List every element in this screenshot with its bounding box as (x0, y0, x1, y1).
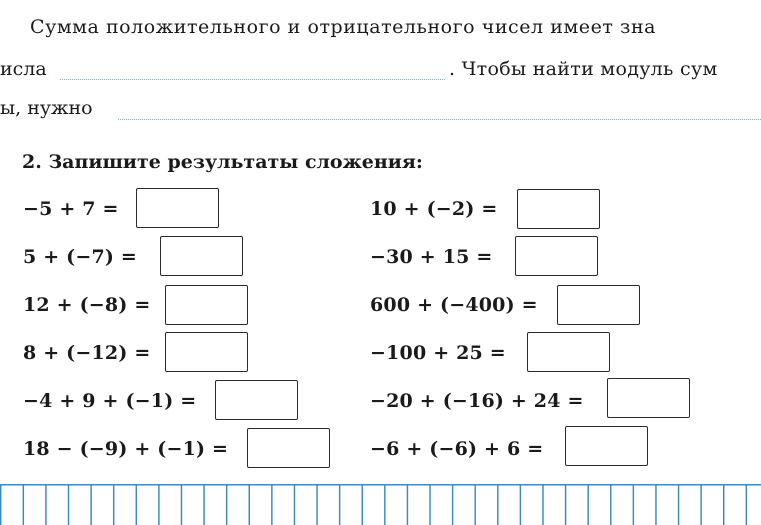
right-expression-2: −30 + 15 = (370, 246, 493, 268)
right-expression-5: −20 + (−16) + 24 = (370, 390, 584, 412)
intro-line-3-start: ы, нужно (0, 97, 93, 119)
left-expression-6: 18 − (−9) + (−1) = (23, 438, 229, 460)
grid-paper-strip (0, 478, 761, 525)
left-answer-box-2[interactable] (160, 236, 243, 276)
answer-blank-2[interactable] (118, 119, 761, 120)
intro-line-2-start: исла (0, 58, 47, 80)
right-answer-box-2[interactable] (515, 236, 598, 276)
answer-blank-1[interactable] (60, 79, 445, 80)
left-expression-2: 5 + (−7) = (23, 246, 138, 268)
task-title: Запишите результаты сложения: (48, 151, 423, 173)
right-expression-6: −6 + (−6) + 6 = (370, 438, 544, 460)
left-expression-3: 12 + (−8) = (23, 294, 151, 316)
right-expression-1: 10 + (−2) = (370, 198, 498, 220)
left-answer-box-3[interactable] (165, 285, 248, 325)
right-answer-box-6[interactable] (565, 426, 648, 466)
left-expression-5: −4 + 9 + (−1) = (23, 390, 197, 412)
left-answer-box-5[interactable] (215, 380, 298, 420)
intro-line-2-end: . Чтобы найти модуль сум (449, 58, 718, 80)
task-heading (22, 151, 423, 173)
task-number: 2. (22, 151, 42, 173)
right-answer-box-1[interactable] (517, 189, 600, 229)
left-answer-box-4[interactable] (165, 332, 248, 372)
right-expression-4: −100 + 25 = (370, 342, 506, 364)
right-answer-box-4[interactable] (527, 332, 610, 372)
intro-line-1: Сумма положительного и отрицательного чисел имеет зна (30, 16, 657, 38)
right-expression-3: 600 + (−400) = (370, 294, 538, 316)
right-answer-box-5[interactable] (607, 378, 690, 418)
left-expression-4: 8 + (−12) = (23, 342, 151, 364)
left-answer-box-1[interactable] (136, 188, 219, 228)
left-answer-box-6[interactable] (247, 428, 330, 468)
right-answer-box-3[interactable] (557, 285, 640, 325)
left-expression-1: −5 + 7 = (23, 198, 119, 220)
